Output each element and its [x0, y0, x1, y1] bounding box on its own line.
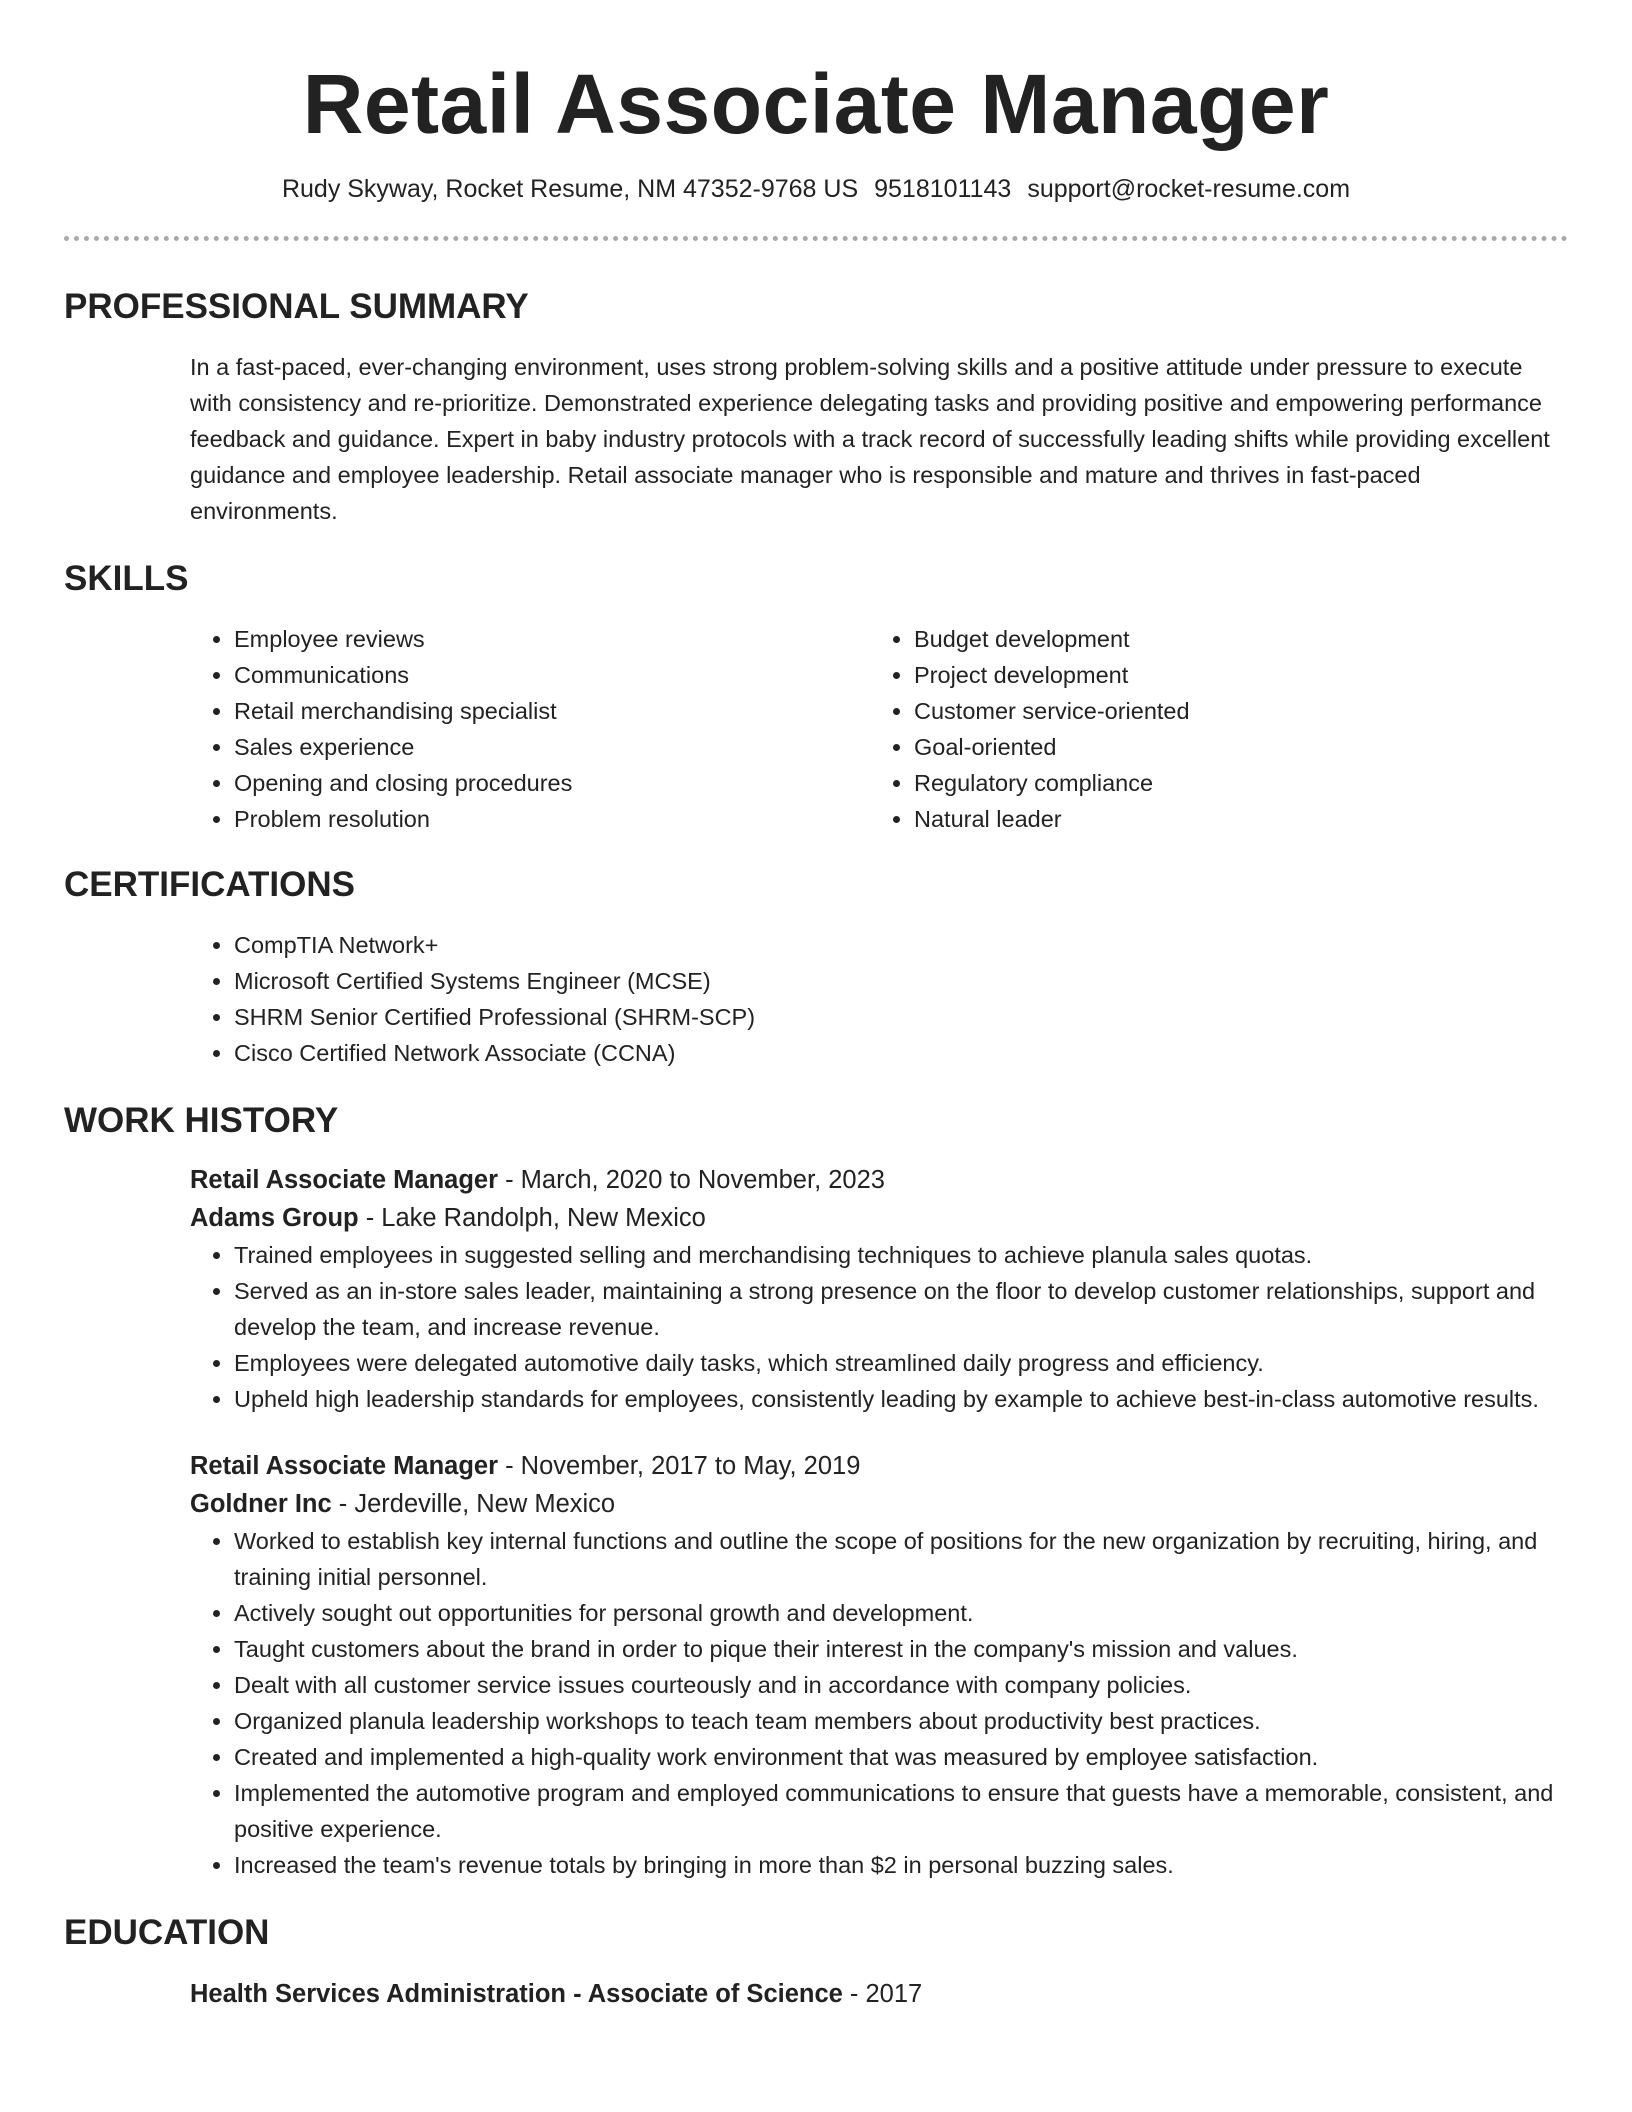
job-bullet: • Served as an in-store sales leader, maintaining a strong presence on the floor to develop customer relationships, support and develop the team, and increase revenue.: [234, 1273, 1568, 1345]
job-bullet: • Employees were delegated automotive daily tasks, which streamlined daily progress and efficiency.: [234, 1345, 1568, 1381]
contact-address: Rudy Skyway, Rocket Resume, NM 47352-9768 US: [281, 175, 859, 203]
contact-phone: 9518101143: [874, 175, 1012, 203]
contact-email[interactable]: support@rocket-resume.com: [1027, 175, 1351, 203]
contact-line: [64, 172, 1568, 206]
job-bullet: • Organized planula leadership workshops to teach team members about productivity best practices.: [234, 1703, 1568, 1739]
section-title-summary: PROFESSIONAL SUMMARY: [64, 287, 529, 326]
header-divider: [64, 236, 1568, 241]
certification-item: • SHRM Senior Certified Professional (SHRM-SCP): [234, 999, 1568, 1035]
job-company-line: [190, 1199, 1568, 1237]
job-bullet: • Implemented the automotive program and employed communications to ensure that guests have a memorable, consistent, and positive experience.: [234, 1775, 1568, 1847]
section-title-education: EDUCATION: [64, 1913, 270, 1952]
certification-item: • Microsoft Certified Systems Engineer (MCSE): [234, 963, 1568, 999]
job-location: - Lake Randolph, New Mexico: [358, 1204, 706, 1232]
skill-item: • Retail merchandising specialist: [234, 693, 870, 729]
skills-column-right: [870, 621, 1550, 837]
job-title-line: [190, 1447, 1568, 1485]
skill-item: • Budget development: [914, 621, 1550, 657]
work-history-section: [64, 1099, 1568, 1883]
skill-item: • Sales experience: [234, 729, 870, 765]
skill-item: • Goal-oriented: [914, 729, 1550, 765]
job-entry: [190, 1161, 1568, 1417]
skill-item: • Opening and closing procedures: [234, 765, 870, 801]
job-company-line: [190, 1485, 1568, 1523]
certification-item: • CompTIA Network+: [234, 927, 1568, 963]
job-bullet: • Worked to establish key internal functions and outline the scope of positions for the new organization by recruiting, hiring, and training initial personnel.: [234, 1523, 1568, 1595]
skill-item: • Employee reviews: [234, 621, 870, 657]
education-year: - 2017: [842, 1980, 923, 2008]
job-bullet: • Trained employees in suggested selling and merchandising techniques to achieve planula sales quotas.: [234, 1237, 1568, 1273]
job-company: Goldner Inc: [190, 1490, 332, 1518]
skills-column-left: [190, 621, 870, 837]
job-bullet: • Upheld high leadership standards for employees, consistently leading by example to achieve best-in-class automotive results.: [234, 1381, 1568, 1417]
section-title-skills: SKILLS: [64, 559, 189, 598]
summary-text: In a fast-paced, ever-changing environment, uses strong problem-solving skills and a positive attitude under pressure to execute with consistency and re-prioritize. Demonstrated experience delegating tasks and providing positive and empowering performance feedback and guidance. Expert in baby industry protocols with a track record of successfully leading shifts while providing excellent guidance and employee leadership. Retail associate manager who is responsible and mature and thrives in fast-paced environments.: [190, 354, 1550, 524]
job-company: Adams Group: [190, 1204, 359, 1232]
job-entry: [190, 1447, 1568, 1883]
certifications-section: [64, 863, 1568, 1071]
skill-item: • Communications: [234, 657, 870, 693]
skill-item: • Natural leader: [914, 801, 1550, 837]
education-line: [190, 1975, 1568, 2013]
summary-section: [64, 285, 1568, 529]
job-bullet: • Taught customers about the brand in order to pique their interest in the company's mission and values.: [234, 1631, 1568, 1667]
skill-item: • Project development: [914, 657, 1550, 693]
certification-item: • Cisco Certified Network Associate (CCNA): [234, 1035, 1568, 1071]
job-title-line: [190, 1161, 1568, 1199]
job-bullet: • Created and implemented a high-quality work environment that was measured by employee satisfaction.: [234, 1739, 1568, 1775]
section-title-work-history: WORK HISTORY: [64, 1101, 339, 1140]
job-dates: - November, 2017 to May, 2019: [498, 1452, 861, 1480]
job-bullet: • Dealt with all customer service issues courteously and in accordance with company policies.: [234, 1667, 1568, 1703]
job-dates: - March, 2020 to November, 2023: [498, 1166, 885, 1194]
job-bullet: • Actively sought out opportunities for personal growth and development.: [234, 1595, 1568, 1631]
skill-item: • Problem resolution: [234, 801, 870, 837]
skill-item: • Regulatory compliance: [914, 765, 1550, 801]
job-role: Retail Associate Manager: [190, 1166, 499, 1194]
job-bullet: • Increased the team's revenue totals by bringing in more than $2 in personal buzzing sales.: [234, 1847, 1568, 1883]
section-title-certifications: CERTIFICATIONS: [64, 865, 356, 904]
education-section: [64, 1911, 1568, 2013]
skill-item: • Customer service-oriented: [914, 693, 1550, 729]
skills-section: [64, 557, 1568, 837]
job-location: - Jerdeville, New Mexico: [331, 1490, 616, 1518]
education-degree: Health Services Administration - Associate of Science: [190, 1980, 843, 2008]
job-role: Retail Associate Manager: [190, 1452, 499, 1480]
resume-name: Retail Associate Manager: [302, 57, 1330, 151]
